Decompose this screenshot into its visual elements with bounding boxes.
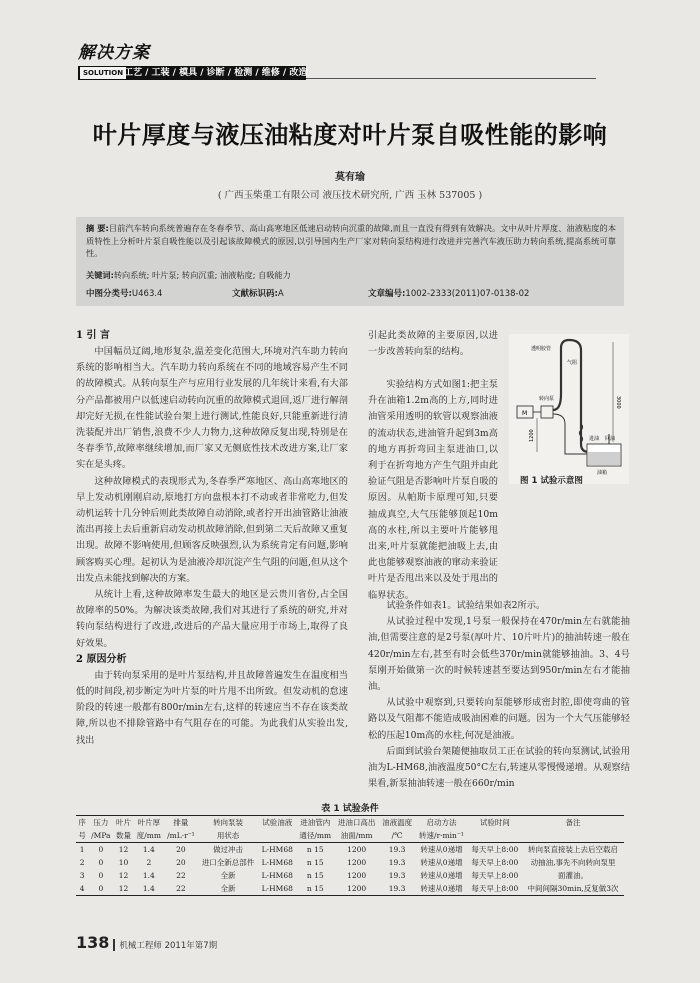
- figure-caption: 图 1 试验示意图: [520, 476, 583, 486]
- table-cell: n 15: [306, 871, 324, 880]
- table-cell: n 15: [306, 845, 324, 854]
- paragraph: 从试验中观察到,只要转向泵能够形成密封腔,即使弯曲的管路以及气阻都不能造成吸油困难的问题。因为一个大气压能够轻松的压起10m高的水柱,何况是油液。: [368, 697, 630, 741]
- label-pump: 转向泵: [539, 396, 555, 402]
- table-cell: 0: [98, 858, 104, 867]
- right-column-narrow: [368, 328, 498, 360]
- table-cell: 1.4: [142, 871, 155, 880]
- table-cell: [522, 829, 624, 843]
- right-column-setup: [368, 377, 498, 601]
- table-cell: 12: [118, 845, 129, 854]
- abstract: [86, 222, 616, 260]
- label-tube: 透明胶管: [531, 346, 552, 352]
- table-cell: 1: [79, 845, 85, 854]
- table-cell: 做过冲击: [213, 845, 244, 854]
- table-cell: 转速/r·min⁻¹: [415, 829, 467, 843]
- table-cell: 试验油液: [258, 816, 296, 830]
- table-cell: [258, 829, 296, 843]
- table-cell: 序: [76, 816, 88, 830]
- table-cell: 1200: [347, 845, 367, 854]
- table-cell: 转速从0递增: [415, 882, 467, 896]
- table-cell: 1200: [334, 882, 378, 896]
- dim-1200: 1200: [529, 429, 535, 442]
- table-row: [76, 882, 624, 896]
- class-number: 中图分类号:U463.4: [86, 289, 163, 299]
- table-cell: 叶片: [113, 816, 133, 830]
- table-cell: 每天早上8:00: [471, 871, 519, 880]
- table-cell: 转速从0递增: [420, 858, 463, 867]
- table-cell: 通径/mm: [296, 829, 334, 843]
- article-title: 叶片厚度与液压油粘度对叶片泵自吸性能的影响: [92, 121, 608, 149]
- heading-intro: 1 引 言: [76, 330, 110, 341]
- table-caption: 表 1 试验条件: [321, 804, 379, 814]
- table-cell: 1.4: [134, 882, 164, 896]
- label-inlet: 进油: [589, 436, 600, 442]
- table-cell: 动抽油,事先不向转向泵里: [530, 858, 616, 867]
- table-cell: 22: [164, 882, 198, 896]
- page-number: 138: [76, 933, 110, 952]
- table-cell: 19.3: [379, 882, 415, 896]
- table-cell: 进油口高出: [334, 816, 378, 830]
- table-cell: 全新: [220, 871, 236, 880]
- table-cell: 19.3: [388, 845, 406, 854]
- paragraph: 由于转向泵采用的是叶片泵结构,并且故障普遍发生在温度相当低的时间段,初步断定为叶片泵的叶片甩不出所致。但发动机的怠速阶段的转速一般都有800r/min左右,这样的转速应当不存在该类故障,所以也不排除管路中有气阻存在的可能。为此我们从实验出发,找出: [76, 669, 348, 746]
- motor-label: M: [522, 410, 528, 417]
- label-tank: 油箱: [597, 470, 608, 476]
- label-return: 回油: [605, 436, 616, 442]
- table-cell: 1200: [347, 858, 367, 867]
- footer-divider: [113, 939, 115, 951]
- paragraph: 实验结构方式如图1:把主泵升在油箱1.2m高的上方,同时进油管采用透明的软管以观察油液的流动状态,进油管升起到3m高的地方再折弯回主泵进油口,以利于在折弯地方产生气阻并由此验证气阻是否影响叶片泵自吸的原因。从帕斯卡原理可知,只要抽成真空,大气压能够顶起10m高的水柱,所以主要叶片能够甩出来,叶片泵就能把油吸上去,由此也能够观察油液的窜动来验证叶片是否甩出来以及处于甩出的临界状态。: [368, 379, 498, 601]
- table-cell: 用状态: [198, 829, 259, 843]
- paragraph: 引起此类故障的主要原因,以进一步改善转向泵的结构。: [368, 330, 498, 358]
- paragraph: 这种故障模式的表现形式为,冬春季严寒地区、高山高寒地区的早上发动机刚刚启动,原地打方向盘根本打不动或者非常吃力,但发动机运转十几分钟后则此类故障自动消除,或者拧开出油管路让油液流出再接上去后重新启动发动机故障消除,但到第二天后故障又重复出现。故障不影响使用,但顾客反映强烈,认为系统肯定有问题,影响顾客购买心理。起初认为是油液冷却沉淀产生气阻的问题,但从这个出发点未能找到解决的方案。: [76, 475, 348, 584]
- table-cell: n 15: [296, 882, 334, 896]
- table-cell: L-HM68: [261, 871, 293, 880]
- table-cell: 进口全新总部件: [201, 858, 255, 867]
- label-air: 气阻: [567, 360, 578, 366]
- table-row: [76, 856, 624, 869]
- table-cell: 12: [113, 882, 133, 896]
- table-cell: 0: [98, 845, 104, 854]
- figure-1-diagram: [509, 334, 629, 484]
- journal-name: 机械工程师 2011年第7期: [119, 941, 218, 951]
- table-cell: 每天早上8:00: [471, 858, 519, 867]
- table-cell: 20: [176, 845, 186, 854]
- section-categories: 工艺 / 工装 / 模具 / 诊断 / 检测 / 维修 / 改造: [124, 68, 308, 78]
- header-rule: [306, 78, 596, 79]
- table-cell: 转向泵装: [198, 816, 259, 830]
- table-cell: 排量: [164, 816, 198, 830]
- table-cell: 转速从0递增: [420, 845, 463, 854]
- right-column: [368, 598, 630, 792]
- dim-3000: 3000: [615, 396, 621, 409]
- table-cell: 全新: [198, 882, 259, 896]
- table-cell: 面灌油。: [558, 871, 589, 880]
- table-cell: 2: [79, 858, 85, 867]
- table-cell: L-HM68: [261, 858, 293, 867]
- keywords-text: 转向系统; 叶片泵; 转向沉重; 油液粘度; 自吸能力: [113, 270, 291, 280]
- table-cell: 转向泵直接装上去后空载启: [528, 845, 619, 854]
- table-cell: 转速从0递增: [420, 871, 463, 880]
- table-header-row: [76, 816, 624, 830]
- table-cell: 油液温度: [379, 816, 415, 830]
- table-cell: [468, 829, 522, 843]
- table-cell: /MPa: [88, 829, 113, 843]
- table-cell: 号: [76, 829, 88, 843]
- table-cell: 备注: [522, 816, 624, 830]
- table-cell: 4: [76, 882, 88, 896]
- table-cell: 叶片厚: [134, 816, 164, 830]
- page-footer: [76, 933, 217, 952]
- table-cell: n 15: [306, 858, 324, 867]
- table-cell: 数量: [113, 829, 133, 843]
- table-cell: 19.3: [388, 858, 406, 867]
- doc-code: 文献标识码:A: [232, 289, 284, 299]
- test-conditions-table: [76, 815, 624, 896]
- table-cell: 3: [79, 871, 85, 880]
- table-header-row: [76, 829, 624, 843]
- table-cell: 12: [118, 871, 129, 880]
- table-cell: 2: [146, 858, 152, 867]
- table-cell: 每天早上8:00: [468, 882, 522, 896]
- keywords-label: 关键词:: [86, 270, 114, 280]
- table-cell: 22: [176, 871, 186, 880]
- table-cell: 启动方法: [415, 816, 467, 830]
- article-author: 莫有瑜: [335, 172, 365, 183]
- table-row: [76, 869, 624, 882]
- keywords: [86, 269, 616, 282]
- paragraph: 从试验过程中发现,1号泵一般保持在470r/min左右就能抽油,但需要注意的是2号泵(厚叶片、10片叶片)的抽油转速一般在420r/min左右,甚至有时会低些370r/min就能够抽油。3、4号泵刚开始做第一次的时候转速甚至要达到950r/min左右才能抽油。: [368, 616, 630, 693]
- article-number: 文章编号:1002-2333(2011)07-0138-02: [368, 289, 530, 299]
- table-cell: L-HM68: [261, 845, 293, 854]
- table-row: [76, 843, 624, 857]
- heading-cause: 2 原因分析: [76, 653, 127, 665]
- left-column: [76, 328, 348, 749]
- table-cell: 0: [98, 871, 104, 880]
- table-cell: 20: [176, 858, 186, 867]
- table-cell: 压力: [88, 816, 113, 830]
- table-cell: 1200: [347, 871, 367, 880]
- abstract-label: 摘 要:: [86, 223, 109, 233]
- table-cell: 1.4: [142, 845, 155, 854]
- table-cell: 10: [118, 858, 129, 867]
- author-affiliation: ( 广西玉柴重工有限公司 液压技术研究所, 广西 玉林 537005 ): [217, 190, 483, 201]
- table-cell: 试验时间: [468, 816, 522, 830]
- table-cell: /mL·r⁻¹: [164, 829, 198, 843]
- table-cell: 0: [88, 882, 113, 896]
- paragraph: 试验条件如表1。试验结果如表2所示。: [386, 600, 546, 611]
- table-cell: 中间间隔30min,反复做3次: [522, 882, 624, 896]
- paragraph: 从统计上看,这种故障率发生最大的地区是云贵川省份,占全国故障率的50%。为解决该类故障,我们对其进行了系统的研究,并对转向泵结构进行了改进,改进后的产品大量应用于市场上,取得了良好效果。: [76, 589, 348, 649]
- section-badge: SOLUTION: [80, 67, 126, 79]
- paragraph: 后面到试验台架随便抽取员工正在试验的转向泵测试,试验用油为L-HM68,油液温度50°C左右,转速从零慢慢递增。从观察结果看,新泵抽油转速一般在660r/min: [368, 745, 630, 790]
- paragraph: 中国幅员辽阔,地形复杂,温差变化范围大,环境对汽车助力转向系统的影响相当大。汽车助力转向系统在不同的地域容易产生不同的故障模式。从转向泵生产与应用行业发展的几年统计来看,有大部分产品都被用户以低速启动转向沉重的故障模式退回,返厂进行解剖却完好无损,在性能试验台架上进行测试,性能良好,只能重新进行清洗装配并出厂销售,浪费不少人力物力,这种故障反复出现,特别是在冬春季节,故障率继续增加,而厂家又无侧底性技术改进方案,让厂家实在是头疼。: [76, 346, 348, 471]
- table-cell: 19.3: [388, 871, 406, 880]
- table-cell: 度/mm: [134, 829, 164, 843]
- section-title: 解决方案: [78, 43, 150, 63]
- table-cell: 每天早上8:00: [471, 845, 519, 854]
- abstract-text: 目前汽车转向系统普遍存在冬春季节、高山高寒地区低速启动转向沉重的故障,而且一直没有得到有效解决。文中从叶片厚度、油液粘度的本质特性上分析叶片泵自吸性能以及引起该故障模式的原因,以引导国内生产厂家对转向泵结构进行改进并完善汽车液压助力转向系统,提高系统可靠性。: [86, 223, 617, 258]
- table-cell: 进油管内: [296, 816, 334, 830]
- table-cell: L-HM68: [258, 882, 296, 896]
- table-cell: /℃: [379, 829, 415, 843]
- table-cell: 油面/mm: [334, 829, 378, 843]
